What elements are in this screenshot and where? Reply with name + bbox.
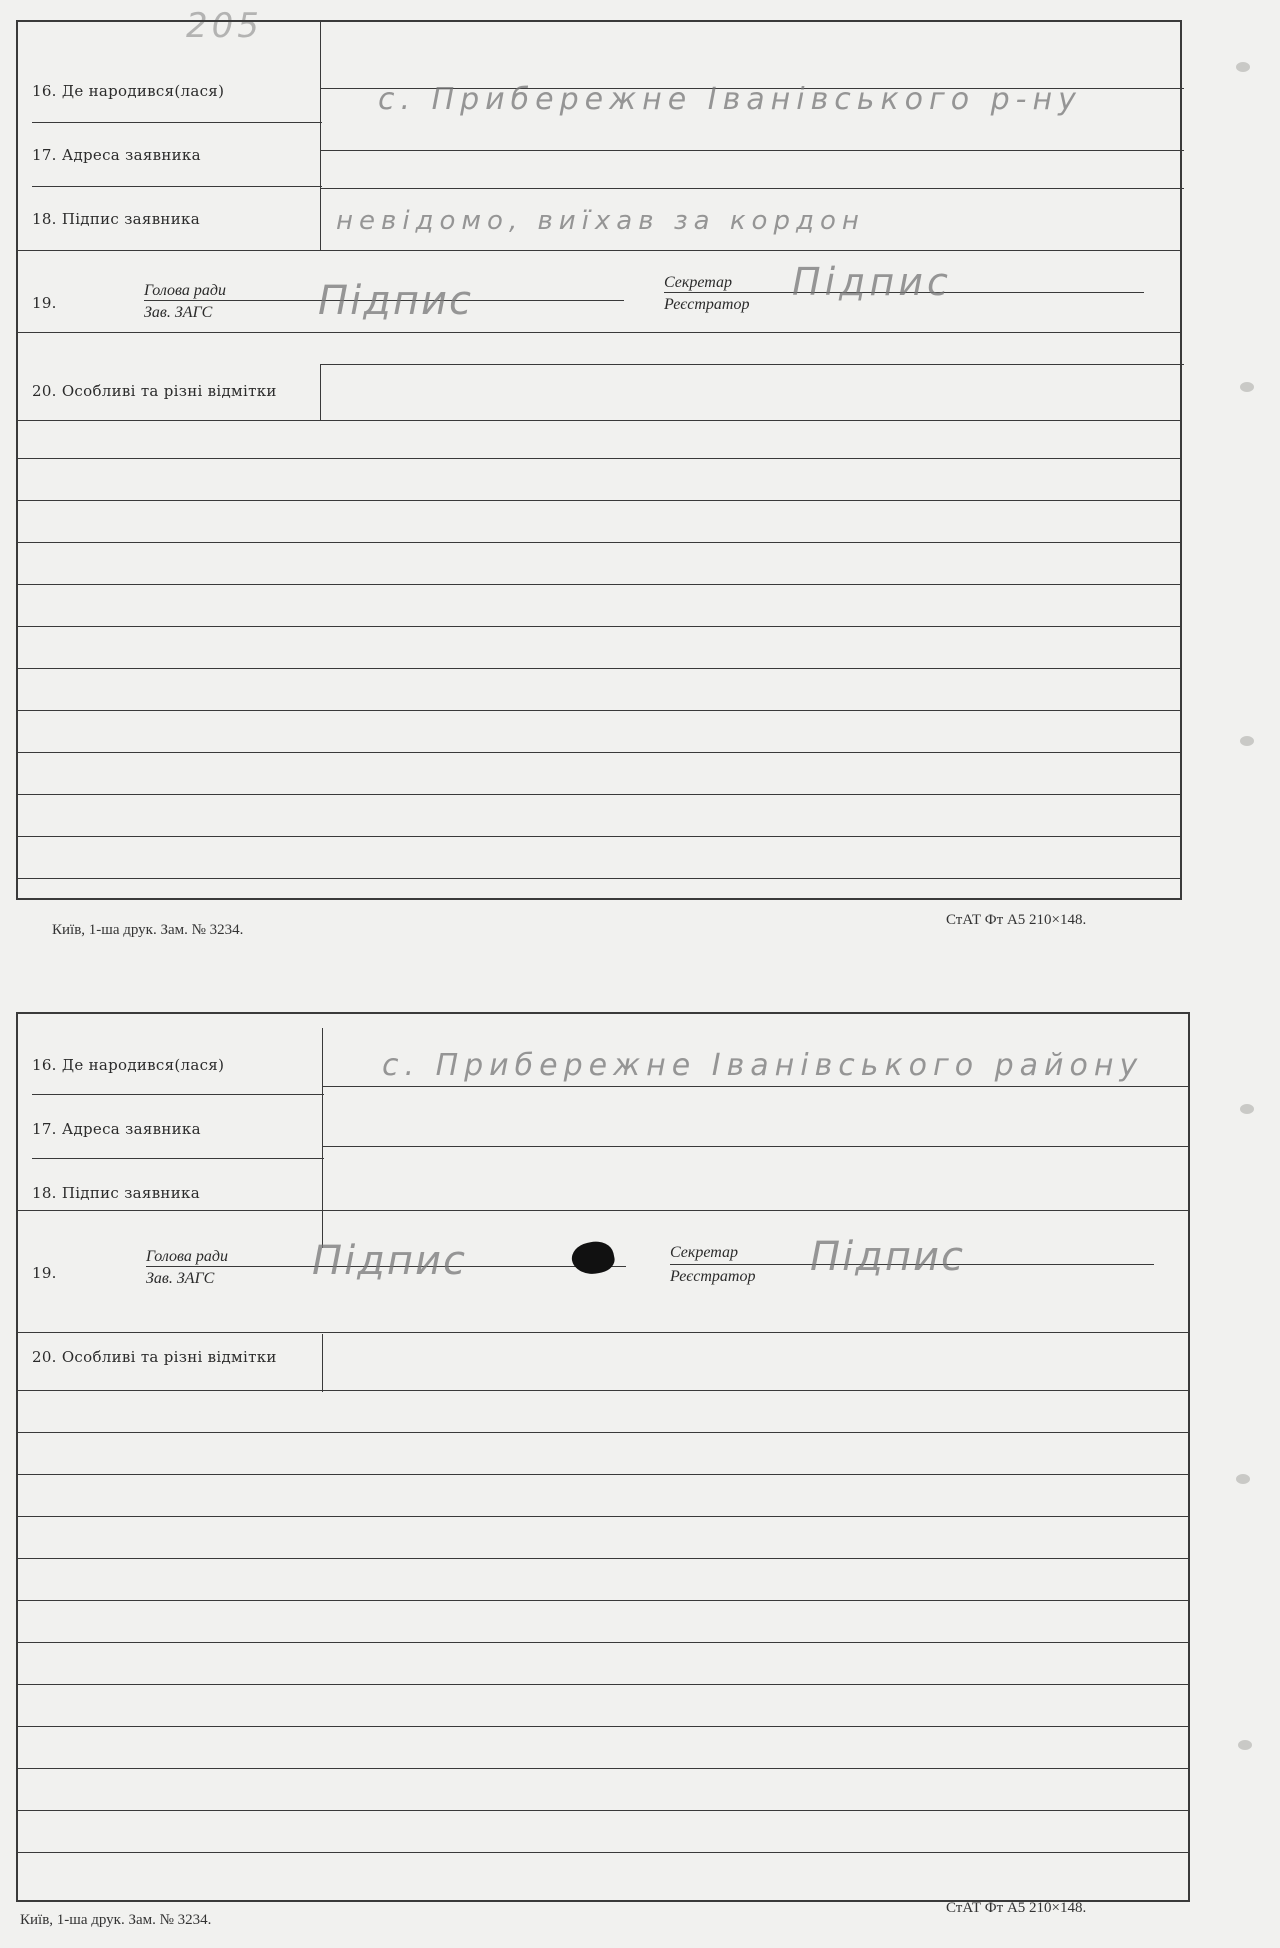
rule bbox=[18, 752, 1182, 753]
field-17-label: 17. Адреса заявника bbox=[32, 146, 201, 164]
registrar-label: Реєстратор bbox=[664, 296, 750, 313]
rule bbox=[32, 186, 322, 187]
secretary-label: Секретар bbox=[670, 1244, 739, 1261]
upper-form-code: СтАТ Фт А5 210×148. bbox=[946, 912, 1087, 928]
rule bbox=[18, 1600, 1190, 1601]
rule bbox=[322, 1146, 1190, 1147]
punch-hole bbox=[1240, 736, 1254, 746]
rule bbox=[32, 1094, 324, 1095]
rule bbox=[18, 420, 1182, 421]
rule bbox=[18, 1642, 1190, 1643]
upper-form bbox=[16, 20, 1182, 900]
field-17-label: 17. Адреса заявника bbox=[32, 1120, 201, 1138]
rule bbox=[320, 188, 1184, 189]
upper-printer-imprint: Київ, 1-ша друк. Зам. № 3234. bbox=[52, 922, 244, 938]
rule bbox=[32, 122, 322, 123]
punch-hole bbox=[1240, 1104, 1254, 1114]
lower-form-code: СтАТ Фт А5 210×148. bbox=[946, 1900, 1087, 1916]
rule bbox=[320, 364, 1184, 365]
rule bbox=[18, 794, 1182, 795]
rule bbox=[18, 500, 1182, 501]
field-20-label: 20. Особливі та різні відмітки bbox=[32, 1348, 277, 1366]
rule bbox=[18, 1558, 1190, 1559]
rule bbox=[18, 250, 1182, 251]
rule bbox=[18, 1768, 1190, 1769]
rule bbox=[18, 1810, 1190, 1811]
field-16-label: 16. Де народився(лася) bbox=[32, 82, 225, 100]
punch-hole bbox=[1236, 62, 1250, 72]
field-18-label: 18. Підпис заявника bbox=[32, 1184, 200, 1202]
rule bbox=[18, 626, 1182, 627]
rule bbox=[18, 1474, 1190, 1475]
rule bbox=[18, 332, 1182, 333]
lower-form bbox=[16, 1012, 1190, 1902]
handwritten-address: невідомо, виїхав за кордон bbox=[336, 206, 865, 236]
label-column-divider-20 bbox=[320, 364, 321, 420]
zags-label: Зав. ЗАГС bbox=[144, 304, 213, 321]
handwritten-signature-head: Підпис bbox=[312, 1238, 467, 1284]
rule bbox=[18, 1390, 1190, 1391]
rule bbox=[18, 668, 1182, 669]
handwritten-birthplace: с. Прибережне Іванівського р-ну bbox=[378, 82, 1082, 117]
field-19-label: 19. bbox=[32, 294, 57, 312]
handwritten-signature-head: Підпис bbox=[318, 278, 473, 324]
punch-hole bbox=[1238, 1740, 1252, 1750]
registrar-label: Реєстратор bbox=[670, 1268, 756, 1285]
secretary-label: Секретар bbox=[664, 274, 733, 291]
rule bbox=[18, 1852, 1190, 1853]
rule bbox=[18, 710, 1182, 711]
rule bbox=[320, 150, 1184, 151]
label-column-divider-20 bbox=[322, 1334, 323, 1392]
page-number: 205 bbox=[186, 6, 263, 46]
rule bbox=[18, 1516, 1190, 1517]
rule bbox=[18, 1332, 1190, 1333]
punch-hole bbox=[1240, 382, 1254, 392]
rule bbox=[18, 1684, 1190, 1685]
field-19-label: 19. bbox=[32, 1264, 57, 1282]
field-16-label: 16. Де народився(лася) bbox=[32, 1056, 225, 1074]
field-20-label: 20. Особливі та різні відмітки bbox=[32, 382, 277, 400]
rule bbox=[18, 1432, 1190, 1433]
rule bbox=[322, 1086, 1190, 1087]
rule bbox=[18, 1210, 1190, 1211]
zags-label: Зав. ЗАГС bbox=[146, 1270, 215, 1287]
label-column-divider bbox=[322, 1028, 323, 1248]
rule bbox=[32, 1158, 324, 1159]
rule bbox=[18, 836, 1182, 837]
head-label: Голова ради bbox=[146, 1248, 228, 1265]
head-label: Голова ради bbox=[144, 282, 226, 299]
label-column-divider bbox=[320, 22, 321, 250]
handwritten-birthplace: с. Прибережне Іванівського району bbox=[382, 1048, 1144, 1083]
rule bbox=[18, 1726, 1190, 1727]
handwritten-signature-secretary: Підпис bbox=[810, 1234, 965, 1280]
rule bbox=[18, 458, 1182, 459]
rule bbox=[18, 878, 1182, 879]
rule bbox=[18, 542, 1182, 543]
rule bbox=[18, 584, 1182, 585]
field-18-label: 18. Підпис заявника bbox=[32, 210, 200, 228]
punch-hole bbox=[1236, 1474, 1250, 1484]
handwritten-signature-secretary: Підпис bbox=[792, 260, 952, 304]
lower-printer-imprint: Київ, 1-ша друк. Зам. № 3234. bbox=[20, 1912, 212, 1928]
